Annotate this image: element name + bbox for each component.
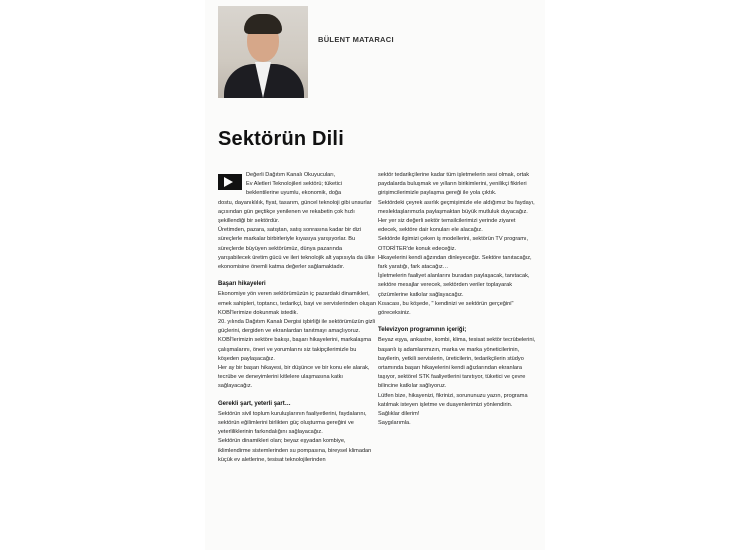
- paragraph: Kısacası, bu köşede, " kendinizi ve sektörün gerçeğini" göreceksiniz.: [378, 300, 514, 317]
- closing-signoff: Saygılarımla.: [378, 420, 411, 427]
- paragraph: Lütfen bize, hikayenizi, fikrinizi, sorununuzu yazın, programa katılmak isteyen işletme ve duayenlerimizi yönlendirin.: [378, 392, 528, 408]
- paragraph: Her ay bir başarı hikayesi, bir düşünce ve bir konu ele alarak, tecrübe ve deneyimlerini kitlelere ulaşmasına katkı sağlayacağız.: [218, 365, 370, 390]
- paragraph: 20. yılında Dağıtım Kanalı Dergisi işbirliği ile sektörümüzün gizli güçlerini, dergiden ve ekranlardan tanıtmayı amaçlıyoruz.: [218, 319, 376, 335]
- paragraph: İşletmelerin faaliyet alanlarını buradan paylaşacak, tanıtacak, sektöre mesajlar verecek, sektörden veriler toplayarak çözümlerine katkılar sağlayacağız.: [378, 273, 530, 298]
- paragraph: Sektördeki çeyrek asırlık geçmişimizle ele aldığımız bu faydayı, meslektaşlarımızla paylaşmaktan büyük mutluluk duyacağız.: [378, 199, 535, 215]
- paragraph: Beyaz eşya, ankastre, kombi, klima, tesisat sektör tecrübelerini, başarılı iş adamlarımızın, marka ve marka yöneticilerinin, bayilerin, yetkili servislerin, üreticilerin, tedarikçilerin stüdyo ortamında başarı hikayelerini kendi ağızlarından ekranlara taşıyor, sektörel STK faaliyetlerini tanıtıyor, tüketici ve çevre bilincine katkılar sağlıyoruz.: [378, 337, 536, 390]
- section-heading: Televizyon programının içeriği;: [378, 327, 467, 334]
- left-column: [218, 171, 376, 465]
- paragraph: Sektörde ilgimizi çeken iş modellerini, sektörün TV programı, OTORİTER'de konuk edeceğiz.: [378, 236, 529, 252]
- paragraph: Ekonomiye yön veren sektörümüzün iç pazardaki dinamikleri, emek sahipleri, toptancı, tedarikçi, bayi ve servislerinden oluşan KOBİ'lerimize dokunmak istedik.: [218, 291, 376, 316]
- closing-greeting: Sağlıklar dilerim!: [378, 411, 420, 418]
- right-column: [378, 171, 536, 428]
- lead-line: Ev Aletleri Teknolojileri sektörü; tüketici: [246, 181, 342, 188]
- article-title: Sektörün Dili: [218, 128, 344, 150]
- lead-line: Değerli Dağıtım Kanalı Okuyucuları,: [246, 172, 336, 178]
- paragraph: sektör tedarikçilerine kadar tüm işletmelerin sesi olmak, ortak paydalarda buluşmak ve yılların birikimlerini, yenilikçi fikirleri girişimcilerimizle paylaşma gereği ile yola çıktık.: [378, 172, 530, 197]
- author-photo: [218, 6, 308, 98]
- section-heading: Gerekli şart, yeterli şart…: [218, 400, 291, 407]
- paragraph: Üretimden, pazara, satıştan, satış sonrasına kadar bir dizi süreçlerle markalar birbirleriyle kıyasıya yarışıyorlar. Bu süreçlerde büyüyen sektörümüz, dünya pazarında yarışabilecek üretim gücü ve ileri teknolojik alt yapısıyla da ülke ekonomisine önemli katma değerler sağlamaktadır.: [218, 227, 375, 271]
- paragraph: dostu, dayanıklılık, fiyat, tasarım, güncel teknoloji gibi unsurlar açısından gün geçtikçe yenilenen ve rekabetin çok hızlı şekillendiği bir sektördür.: [218, 199, 372, 225]
- paragraph: Sektörün dinamikleri olan; beyaz eşyadan kombiye, iklimlendirme sistemlerinden su pompasına, bireysel klimadan küçük ev aletlerine, tesisat teknolojilerinden: [218, 438, 372, 463]
- author-photo-hair: [244, 14, 282, 34]
- section-heading: Başarı hikayeleri: [218, 281, 266, 288]
- paragraph: Sektörün sivil toplum kuruluşlarının faaliyetlerini, faydalarını, sektörün eğilimlerini birlikten güç oluşturma gereğini ve yeterliliklerinin farkındalığını sağlayacağız.: [218, 410, 367, 436]
- paragraph: Her yer siz değerli sektör temsilcilerimizi yerinde ziyaret edecek, sektöre dair konuları ele alacağız.: [378, 218, 516, 234]
- paragraph: KOBİ'lerimizin sektöre bakışı, başarı hikayelerini, markalaşma çalışmalarını, öneri ve yorumlarını siz takipçilerimizle bu köşeden paylaşacağız.: [218, 337, 372, 362]
- paragraph: Hikayelerini kendi ağzından dinleyeceğiz. Sektöre tanıtacağız, fark yaratığı, fark atacağız…: [378, 254, 532, 271]
- lead-line: beklentilerine uyumlu, ekonomik, doğa: [246, 190, 342, 197]
- author-name: BÜLENT MATARACI: [318, 35, 394, 44]
